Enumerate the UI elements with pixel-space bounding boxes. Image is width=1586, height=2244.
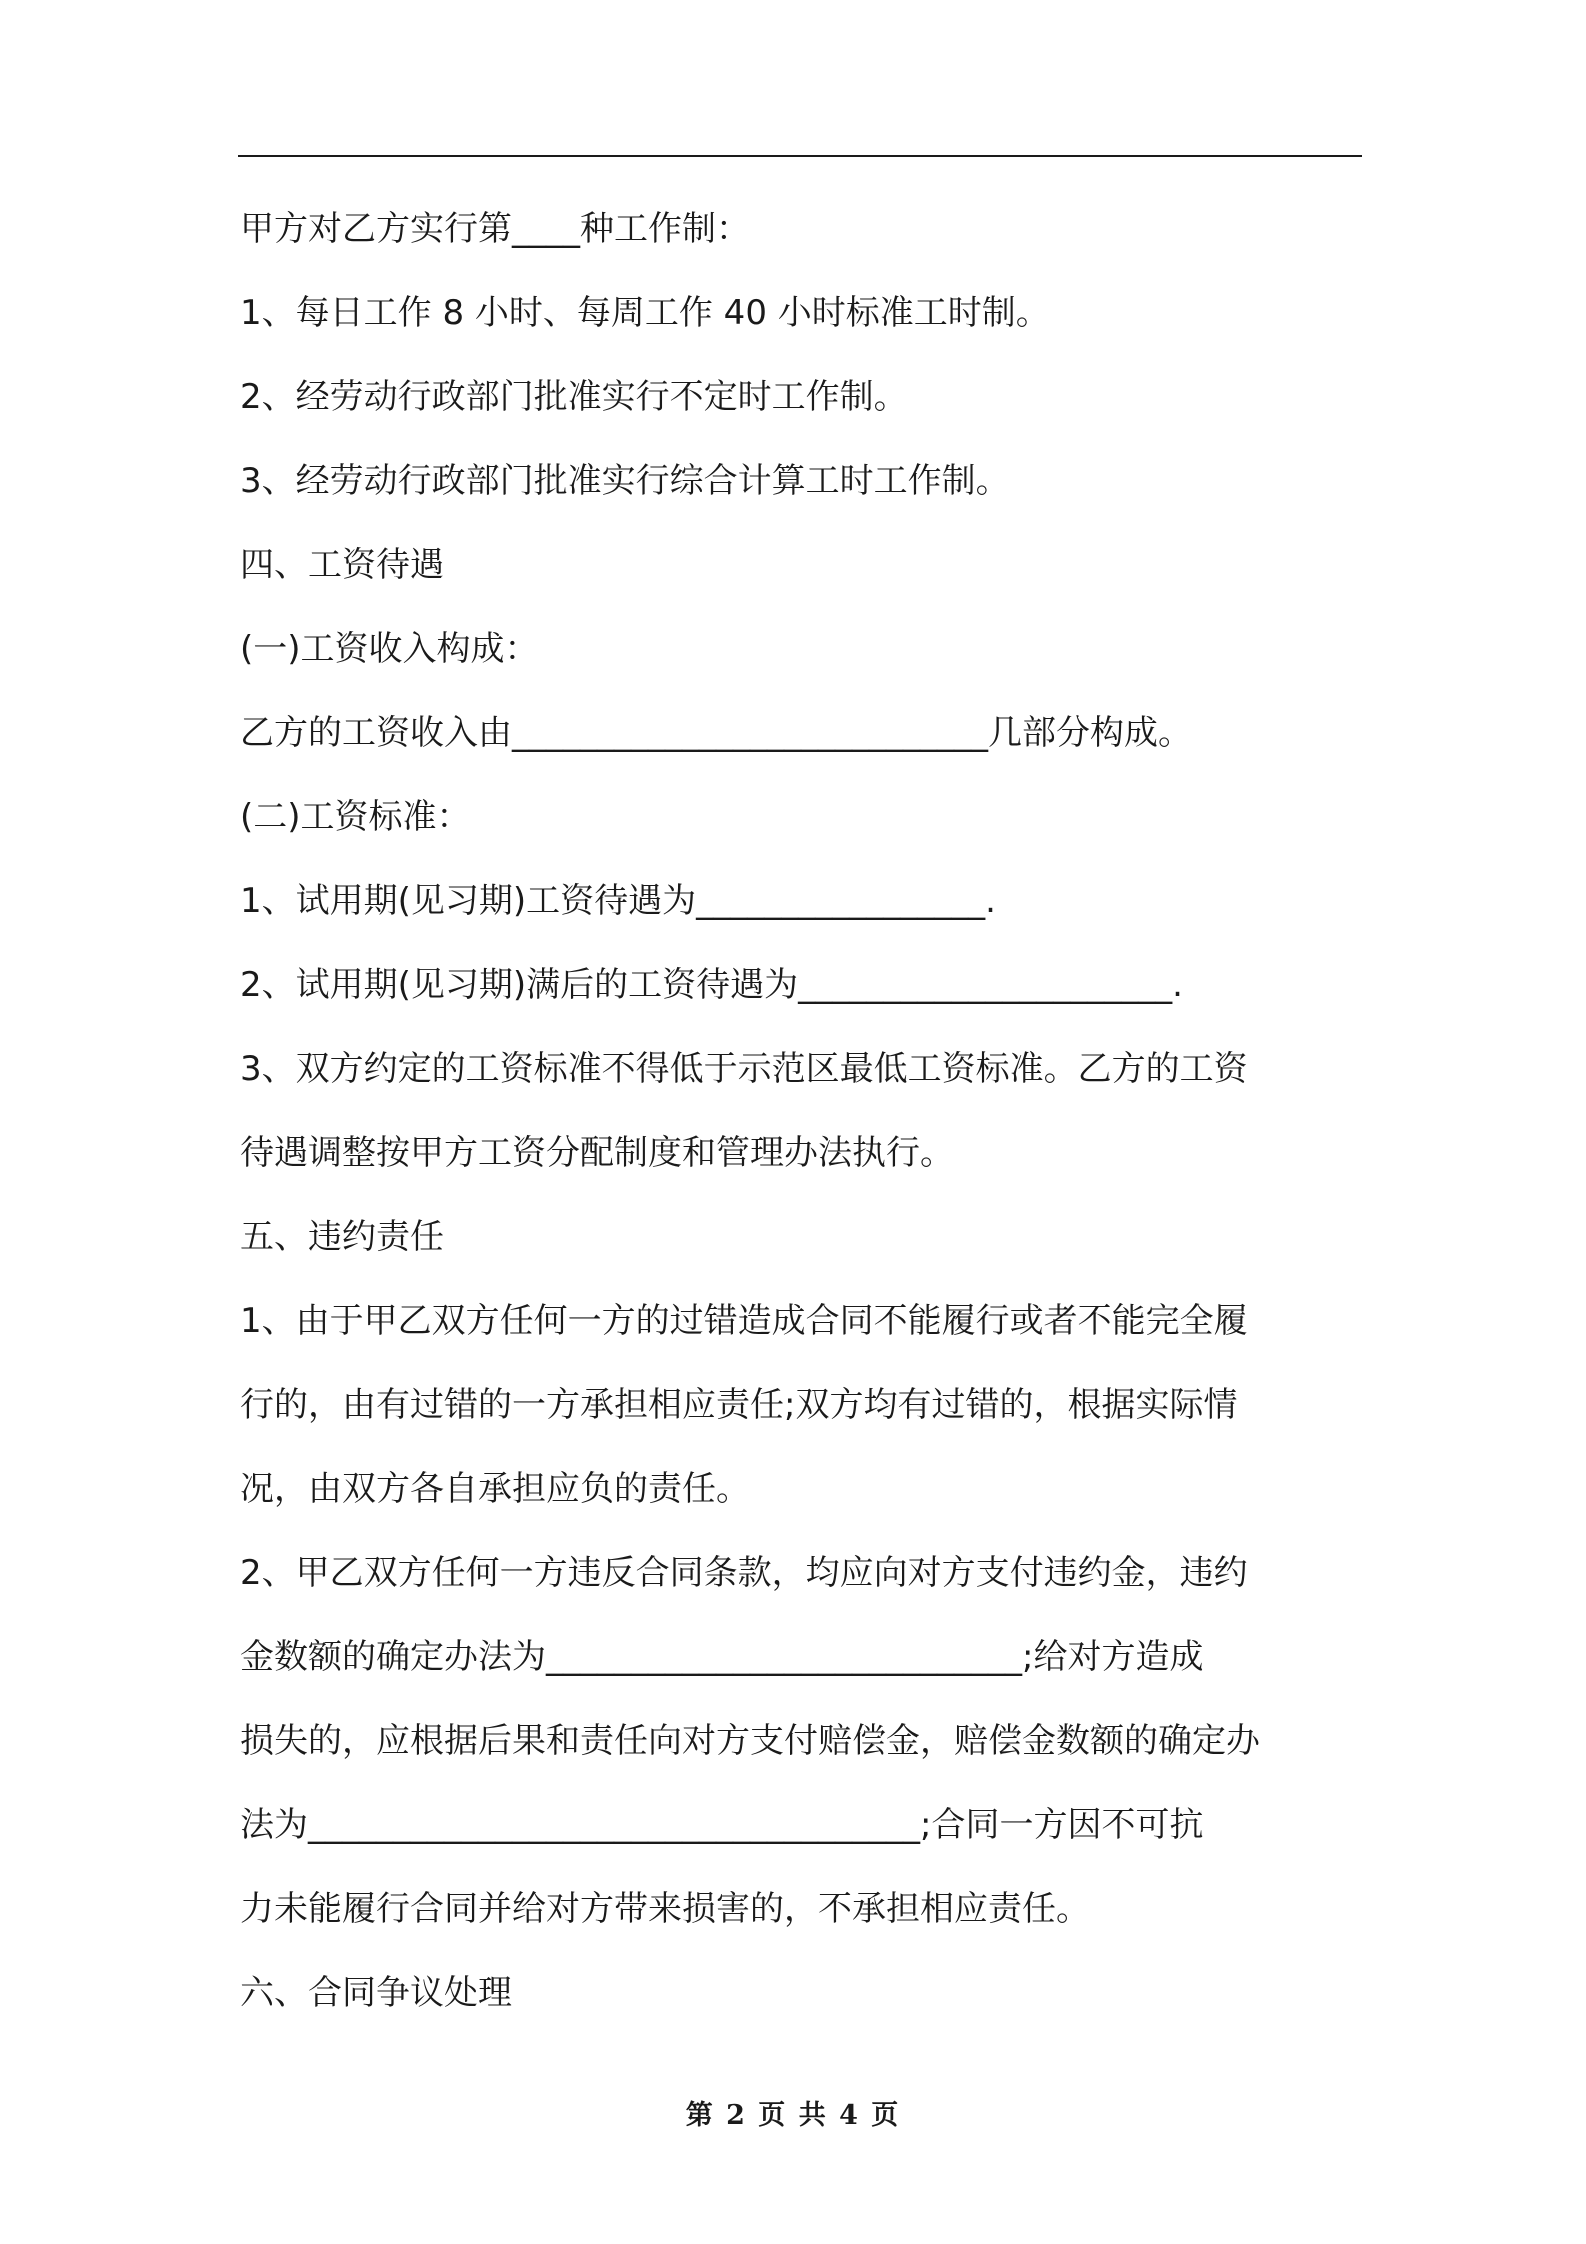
paragraph-line-breach-1-end: 况，由双方各自承担应负的责任。	[240, 1469, 750, 1509]
paragraph-line-wage-composition: 乙方的工资收入由____________________________几部分构成。	[240, 713, 1192, 753]
paragraph-line-breach-1: 1、由于甲乙双方任何一方的过错造成合同不能履行或者不能完全履	[240, 1301, 1248, 1341]
section-heading-disputes: 六、合同争议处理	[240, 1973, 512, 2013]
page-number-footer: 第 2 页 共 4 页	[685, 2100, 901, 2131]
paragraph-line-breach-2: 2、甲乙双方任何一方违反合同条款，均应向对方支付违约金，违约	[240, 1553, 1248, 1593]
header-divider	[238, 155, 1362, 157]
paragraph-line-minimum-wage-cont: 待遇调整按甲方工资分配制度和管理办法执行。	[240, 1133, 954, 1173]
paragraph-line-minimum-wage: 3、双方约定的工资标准不得低于示范区最低工资标准。乙方的工资	[240, 1049, 1248, 1089]
paragraph-line-breach-1-cont: 行的，由有过错的一方承担相应责任;双方均有过错的，根据实际情	[240, 1385, 1238, 1425]
section-heading-wages: 四、工资待遇	[240, 545, 444, 585]
paragraph-line-breach-2-compensation: 损失的，应根据后果和责任向对方支付赔偿金，赔偿金数额的确定办	[240, 1721, 1260, 1761]
paragraph-line-breach-2-force-majeure: 法为____________________________________;合同一方因不可抗	[240, 1805, 1204, 1845]
subheading-wage-composition: (一)工资收入构成：	[240, 629, 539, 669]
paragraph-line-standard-hours: 1、每日工作 8 小时、每周工作 40 小时标准工时制。	[240, 293, 1050, 333]
paragraph-line-breach-2-cont: 金数额的确定办法为____________________________;给对方造成	[240, 1637, 1204, 1677]
subheading-wage-standard: (二)工资标准：	[240, 797, 471, 837]
section-heading-breach: 五、违约责任	[240, 1217, 444, 1257]
paragraph-line-post-probation-wage: 2、试用期(见习期)满后的工资待遇为______________________.	[240, 965, 1183, 1005]
paragraph-line-work-system: 甲方对乙方实行第____种工作制：	[240, 209, 750, 249]
paragraph-line-probation-wage: 1、试用期(见习期)工资待遇为_________________.	[240, 881, 996, 921]
paragraph-line-flexible-hours: 2、经劳动行政部门批准实行不定时工作制。	[240, 377, 908, 417]
paragraph-line-breach-2-end: 力未能履行合同并给对方带来损害的，不承担相应责任。	[240, 1889, 1090, 1929]
paragraph-line-comprehensive-hours: 3、经劳动行政部门批准实行综合计算工时工作制。	[240, 461, 1010, 501]
